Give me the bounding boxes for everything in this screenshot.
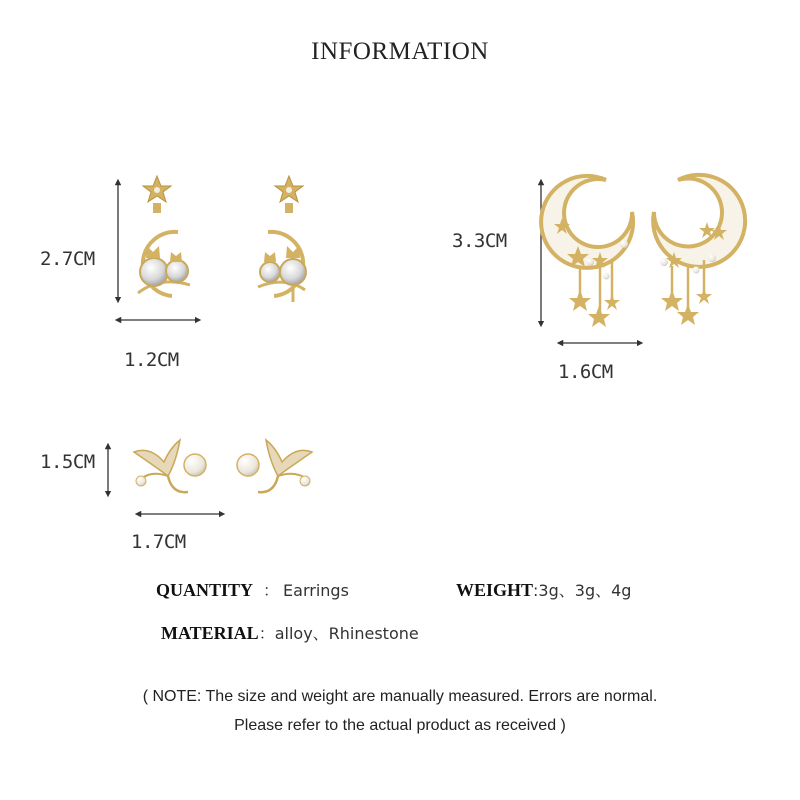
mermaid-tail-earring-left: [134, 440, 206, 492]
weight-label: WEIGHT: [456, 580, 534, 600]
quantity-row: [156, 578, 349, 601]
cat-moon-earrings: [118, 176, 306, 320]
mermaid-width-label: 1.7CM: [131, 531, 186, 553]
mermaid-tail-earrings: [108, 440, 312, 514]
moon-star-earrings: [541, 175, 745, 343]
material-row: [161, 621, 419, 644]
note-line-1: ( NOTE: The size and weight are manually measured. Errors are normal.: [142, 688, 658, 705]
quantity-value: Earrings: [283, 581, 349, 600]
cat-moon-earring-right: [258, 176, 306, 302]
note-line-2: Please refer to the actual product as received ): [234, 717, 566, 734]
material-value: alloy、Rhinestone: [274, 624, 419, 643]
cat-moon-earring-left: [138, 176, 190, 296]
mermaid-tail-earring-right: [237, 440, 312, 492]
mermaid-height-label: 1.5CM: [40, 451, 95, 473]
quantity-label: QUANTITY: [156, 580, 254, 600]
moon-star-earring-right: [653, 175, 745, 325]
material-label: MATERIAL: [161, 623, 259, 643]
moon-star-earring-left: [541, 176, 633, 327]
cat-moon-width-label: 1.2CM: [124, 349, 179, 371]
moon-star-height-label: 3.3CM: [452, 230, 507, 252]
weight-row: [456, 578, 631, 601]
material-separator: ：: [258, 624, 275, 643]
weight-value: 3g、3g、4g: [538, 581, 632, 600]
quantity-separator: ：: [263, 581, 280, 600]
page-title: INFORMATION: [311, 38, 489, 65]
moon-star-width-label: 1.6CM: [558, 361, 613, 383]
weight-separator: :: [533, 581, 539, 600]
cat-moon-height-label: 2.7CM: [40, 248, 95, 270]
